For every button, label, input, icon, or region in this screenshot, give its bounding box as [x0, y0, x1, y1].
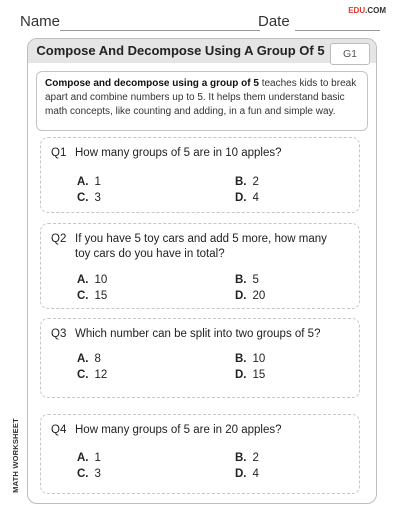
question-card-1 — [40, 137, 360, 213]
option-value: 2 — [252, 176, 259, 188]
option-b[interactable] — [235, 176, 259, 188]
option-letter: A. — [77, 176, 89, 188]
worksheet-panel — [27, 38, 377, 504]
option-d[interactable] — [235, 290, 265, 302]
option-value: 5 — [252, 274, 259, 286]
intro-text: teaches kids to break apart and combine numbers up to 5. It helps them understand basic math concepts, like counting and adding, in a fun and simple way. — [45, 78, 357, 117]
question-card-4 — [40, 414, 360, 494]
question-number: Q3 — [51, 328, 67, 340]
option-value: 10 — [252, 353, 266, 365]
option-value: 4 — [252, 192, 259, 204]
option-a[interactable] — [77, 176, 101, 188]
option-value: 1 — [94, 176, 101, 188]
grade-tag: G1 — [330, 43, 370, 65]
option-letter: A. — [77, 452, 89, 464]
option-value: 10 — [94, 274, 108, 286]
intro-box — [36, 71, 368, 131]
name-date-row — [20, 13, 380, 35]
option-b[interactable] — [235, 353, 265, 365]
brand-logo-edu: EDU — [348, 6, 366, 15]
option-value: 8 — [94, 353, 101, 365]
option-value: 4 — [252, 468, 259, 480]
option-letter: D. — [235, 290, 247, 302]
option-b[interactable] — [235, 274, 259, 286]
date-label: Date — [258, 13, 290, 30]
option-letter: C. — [77, 468, 89, 480]
question-number: Q2 — [51, 233, 67, 245]
question-card-3 — [40, 318, 360, 398]
option-c[interactable] — [77, 369, 107, 381]
option-letter: B. — [235, 176, 247, 188]
option-c[interactable] — [77, 290, 107, 302]
option-value: 3 — [94, 192, 101, 204]
option-c[interactable] — [77, 468, 101, 480]
intro-bold: Compose and decompose using a group of 5 — [45, 78, 259, 89]
option-d[interactable] — [235, 192, 259, 204]
question-card-2 — [40, 223, 360, 309]
option-letter: A. — [77, 274, 89, 286]
name-line[interactable] — [60, 30, 260, 31]
option-value: 15 — [252, 369, 266, 381]
option-letter: C. — [77, 369, 89, 381]
option-value: 15 — [94, 290, 108, 302]
option-value: 2 — [252, 452, 259, 464]
brand-logo-suffix: .COM — [365, 6, 386, 15]
option-a[interactable] — [77, 452, 101, 464]
question-text: Which number can be split into two groups of 5? — [75, 328, 321, 340]
option-letter: A. — [77, 353, 89, 365]
option-d[interactable] — [235, 369, 265, 381]
option-letter: B. — [235, 274, 247, 286]
option-letter: B. — [235, 452, 247, 464]
brand-logo — [348, 6, 386, 15]
option-b[interactable] — [235, 452, 259, 464]
question-text: How many groups of 5 are in 10 apples? — [75, 147, 282, 159]
option-letter: C. — [77, 290, 89, 302]
option-d[interactable] — [235, 468, 259, 480]
option-value: 3 — [94, 468, 101, 480]
option-value: 20 — [252, 290, 266, 302]
worksheet-title-bar — [28, 39, 376, 63]
option-value: 12 — [94, 369, 108, 381]
option-letter: C. — [77, 192, 89, 204]
question-text: How many groups of 5 are in 20 apples? — [75, 424, 282, 436]
option-a[interactable] — [77, 274, 107, 286]
option-c[interactable] — [77, 192, 101, 204]
name-label: Name — [20, 13, 61, 30]
question-number: Q1 — [51, 147, 67, 159]
question-text: If you have 5 toy cars and add 5 more, how many toy cars do you have in total? — [75, 233, 327, 260]
option-letter: D. — [235, 192, 247, 204]
worksheet-title: Compose And Decompose Using A Group Of 5 — [36, 43, 325, 58]
side-label — [8, 415, 22, 495]
side-label-text: MATH WORKSHEET — [10, 417, 20, 493]
option-letter: D. — [235, 369, 247, 381]
option-letter: D. — [235, 468, 247, 480]
option-value: 1 — [94, 452, 101, 464]
option-letter: B. — [235, 353, 247, 365]
question-number: Q4 — [51, 424, 67, 436]
date-line[interactable] — [295, 30, 380, 31]
option-a[interactable] — [77, 353, 101, 365]
